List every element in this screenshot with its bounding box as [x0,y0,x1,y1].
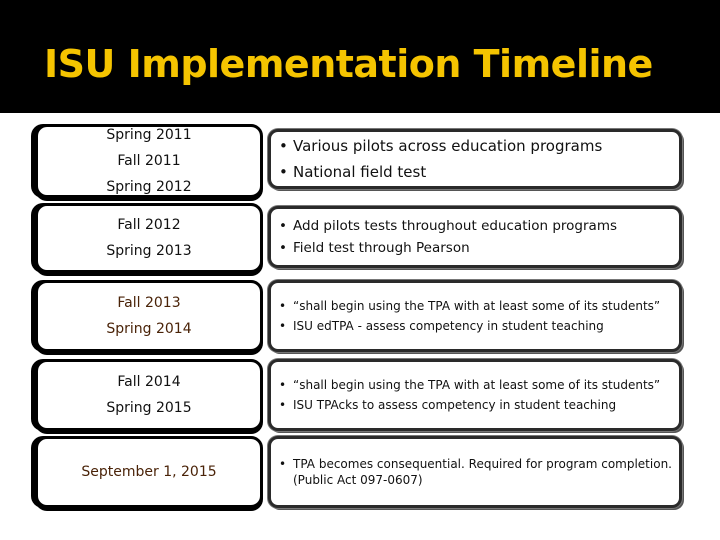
date-label: Fall 2011 [117,153,181,169]
date-label: Spring 2015 [106,400,192,416]
title-bar [0,0,720,113]
bullet-item: • National field test [279,159,679,185]
bullet-item: • TPA becomes consequential. Required for program completion. (Public Act 097-0607) [279,456,679,488]
slide-title: ISU Implementation Timeline [44,42,653,86]
date-label: September 1, 2015 [81,464,217,480]
date-label: Spring 2012 [106,179,192,195]
date-label: Spring 2013 [106,243,192,259]
description-box [268,359,682,431]
date-label: Fall 2013 [117,295,181,311]
dates-box [35,359,263,431]
dates-box [35,280,263,352]
bullet-item: • “shall begin using the TPA with at least some of its students” [279,377,679,393]
dates-box [35,124,263,198]
description-box [268,206,682,268]
date-label: Spring 2014 [106,321,192,337]
dates-box [35,203,263,273]
bullet-item: • ISU edTPA - assess competency in student teaching [279,318,679,334]
description-box [268,280,682,352]
dates-box [35,436,263,508]
bullet-item: • Various pilots across education programs [279,133,679,159]
date-label: Fall 2014 [117,374,181,390]
date-label: Fall 2012 [117,217,181,233]
description-box [268,129,682,189]
bullet-item: • ISU TPAcks to assess competency in student teaching [279,397,679,413]
bullet-item: • “shall begin using the TPA with at least some of its students” [279,298,679,314]
bullet-item: • Field test through Pearson [279,237,679,259]
bullet-item: • Add pilots tests throughout education programs [279,215,679,237]
date-label: Spring 2011 [106,127,192,143]
description-box [268,436,682,508]
